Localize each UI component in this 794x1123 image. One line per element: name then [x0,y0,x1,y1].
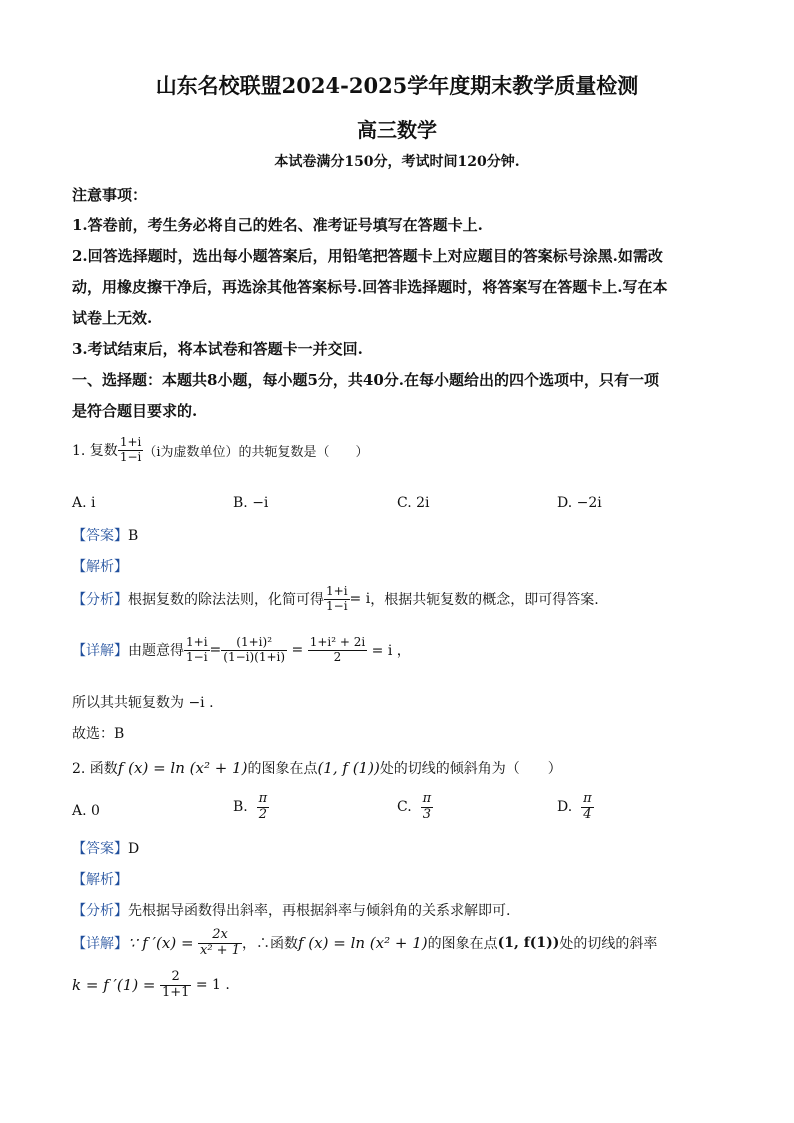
q2-analysis-tag: 【解析】 [72,872,128,888]
q2-fenxi [72,900,510,920]
q1-answer-value: B [128,528,139,544]
q1-fenxi-fraction [324,585,350,614]
q2-slope-num: 2 [160,970,191,986]
q1-fenxi-num: 1+i [326,584,348,598]
q2-option-b-frac [257,792,270,823]
q2-prefix: 2. 函数 [72,761,118,777]
q1-fenxi-a: 根据复数的除法法则，化简可得 [128,592,324,609]
q1-option-d: D. −2i [557,495,602,511]
q1-fenxi-eq: = i [349,591,371,608]
q1-fenxi-den: 1−i [326,598,348,613]
q1-x-frac1 [184,636,210,665]
q2-option-d [557,792,594,823]
question-2 [72,758,562,778]
q1-frac-den: 1−i [119,449,142,464]
q2-option-c-num: π [422,791,432,806]
q1-fenxi [72,585,599,614]
q2-option-a: A. 0 [72,803,100,819]
section-heading-line-2: 是符合题目要求的. [72,402,198,420]
q2-fenxi-tag: 【分析】 [72,903,128,919]
q1-option-b: B. −i [233,495,269,511]
q1-x-frac2 [221,636,287,665]
q1-x-frac3-den: 2 [333,649,342,664]
subject-title: 高三数学 [357,118,437,142]
q1-x-frac3-num: 1+i² + 2i [309,635,366,649]
q2-mid: 的图象在点 [247,761,318,777]
q1-x-frac2-num: (1+i)² [221,636,287,651]
q2-answer-value: D [128,841,140,857]
q1-conjugate-line: 所以其共轭复数为 −i . [72,695,214,711]
q2-option-c-label: C. [397,799,412,816]
notice-item-1: 1.答卷前，考生务必将自己的姓名、准考证号填写在答题卡上. [72,216,483,234]
section-heading-line-1: 一、选择题：本题共8小题，每小题5分，共40分.在每小题给出的四个选项中，只有一项 [72,371,659,389]
q2-x-d: 处的切线的斜率 [559,936,658,953]
q2-xiangjie [72,928,657,959]
q2-suffix: 处的切线的倾斜角为（ ） [379,761,562,777]
q1-fenxi-b: ，根据共轭复数的概念，即可得答案. [370,592,599,609]
q2-x-func: f (x) = ln (x² + 1) [297,934,428,953]
q1-xiangjie: 【详解】 由题意得 $\frac{1+i}{1-i}$ = $\frac{\text{(1+i)²}}{(1-i)(1+i)}$ = $\frac{\text{1+i² + 2i}}{2}$ = i ， [72,635,411,664]
exam-info: 本试卷满分150分，考试时间120分钟. [274,154,520,170]
q2-option-b-label: B. [233,799,248,816]
q1-suffix: （i为虚数单位）的共轭复数是（ ） [143,444,369,460]
notice-heading: 注意事项： [72,186,148,204]
q2-x-frac-den: x² + 1 [200,942,240,958]
notice-item-2-line-1: 2.回答选择题时，选出每小题答案后，用铅笔把答题卡上对应题目的答案标号涂黑.如需改 [72,247,663,265]
q2-slope-a: k = f ′(1) = [72,976,156,995]
q2-option-d-frac [581,792,594,823]
q1-x-frac1-num: 1+i [186,635,208,649]
q2-option-c [397,792,433,823]
q2-fenxi-text: 先根据导函数得出斜率，再根据斜率与倾斜角的关系求解即可. [128,903,511,919]
notice-item-3: 3.考试结束后，将本试卷和答题卡一并交回. [72,340,363,358]
q1-frac-num: 1+i [119,435,142,449]
q1-analysis-tag: 【解析】 [72,559,128,575]
q2-x-point: (1, f(1)) [497,935,560,952]
q2-option-d-num: π [583,791,592,806]
q2-x-derivative: ∵ f ′(x) = [128,934,194,953]
q2-option-b-den: 2 [258,806,268,822]
q2-x-b: ，∴函数 [241,936,298,953]
q1-prefix: 1. 复数 [72,443,118,460]
q2-slope [72,970,230,1001]
q2-option-d-label: D. [557,799,573,816]
q2-option-b [233,792,269,823]
q2-answer-tag: 【答案】 [72,841,128,857]
q1-option-a: A. i [72,495,96,511]
q2-option-c-den: 3 [422,806,431,822]
q2-slope-frac [160,970,191,1001]
notice-item-2-line-2: 动，用橡皮擦干净后，再选涂其他答案标号.回答非选择题时，将答案写在答题卡上.写在本 [72,278,668,296]
q1-answer-tag: 【答案】 [72,528,128,544]
q2-slope-b: = 1 . [195,977,230,994]
q1-fenxi-tag: 【分析】 [72,592,128,609]
q1-answer [72,525,138,545]
q1-x-frac2-den: (1−i)(1+i) [223,649,286,664]
q1-xiangjie-tag: 【详解】 [72,643,128,660]
page-title: 山东名校联盟2024-2025学年度期末教学质量检测 [155,73,639,98]
q1-xiangjie-a: 由题意得 [128,643,184,660]
q1-choose: 故选：B [72,726,125,742]
question-1 [72,436,369,465]
q2-answer [72,838,139,858]
q2-option-d-den: 4 [583,806,592,822]
q2-point: (1, f (1)) [317,759,380,777]
q2-slope-den: 1+1 [161,984,190,1000]
q1-x-end: = i ， [371,643,411,660]
q2-xiangjie-tag: 【详解】 [72,936,128,953]
q2-x-frac [198,928,242,959]
q1-x-frac3 [308,636,368,665]
q2-x-c: 的图象在点 [427,936,498,953]
q1-x-frac1-den: 1−i [186,649,208,664]
q2-option-b-num: π [258,791,268,806]
q1-fraction [118,436,144,465]
q2-func: f (x) = ln (x² + 1) [117,759,248,777]
notice-item-2-line-3: 试卷上无效. [72,309,153,327]
q2-option-c-frac [421,792,434,823]
q2-x-frac-num: 2x [198,928,242,944]
q1-option-c: C. 2i [397,495,430,511]
